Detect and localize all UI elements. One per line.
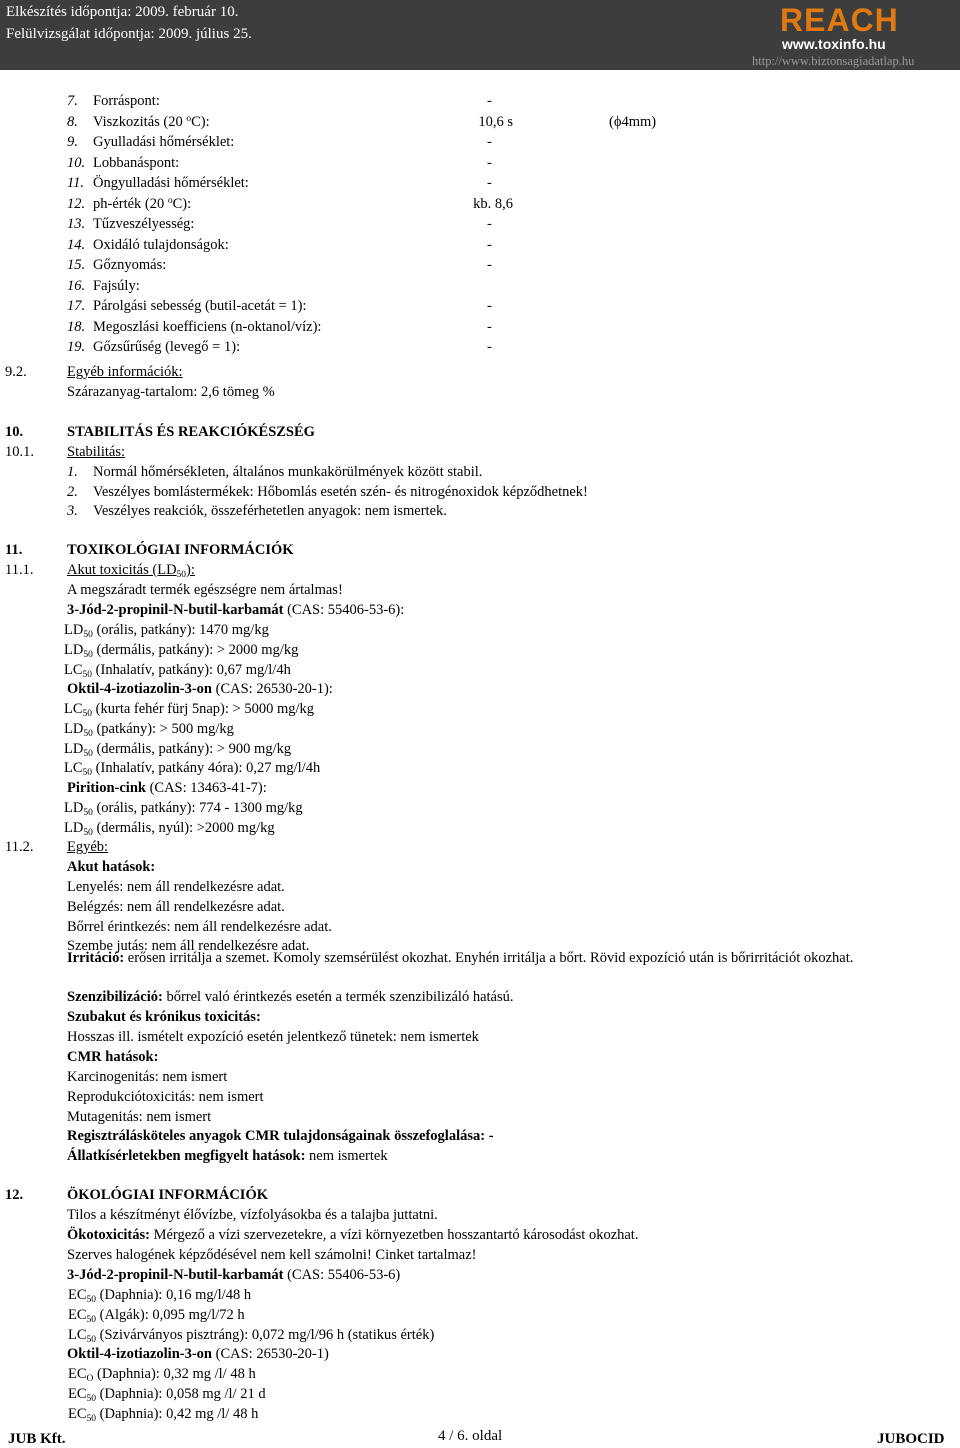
property-number: 7. <box>67 93 78 109</box>
compound-name: Pirition-cink (CAS: 13463-41-7): <box>67 780 267 796</box>
property-label: Oxidáló tulajdonságok: <box>93 236 229 253</box>
list-item: Normál hőmérsékleten, általános munkakörülmények között stabil. <box>93 464 483 480</box>
compound-name: Oktil-4-izotiazolin-3-on (CAS: 26530-20-1): <box>67 681 333 697</box>
cmr-item: Karcinogenitás: nem ismert <box>67 1069 228 1085</box>
property-number: 17. <box>67 298 86 314</box>
property-number: 11. <box>67 175 85 191</box>
acute-effect-item: Bőrrel érintkezés: nem áll rendelkezésre adat. <box>67 918 332 935</box>
property-number: 14. <box>67 236 86 253</box>
property-label: Tűzveszélyesség: <box>93 216 195 232</box>
property-number: 19. <box>67 339 86 355</box>
property-label: Megoszlási koefficiens (n-oktanol/víz): <box>93 318 322 335</box>
value-line: $LC_{50}$ (Inhalatív, patkány): 0,67 mg/l/4h <box>64 661 291 680</box>
cmr-title: CMR hatások: <box>67 1049 159 1065</box>
list-item: Veszélyes reakciók, összeférhetetlen anyagok: nem ismertek. <box>93 503 447 520</box>
property-label: Lobbanáspont: <box>93 154 180 171</box>
property-value: - <box>487 339 492 355</box>
section-number: 10. <box>5 424 24 440</box>
property-label: Párolgási sebesség (butil-acetát = 1): <box>93 298 307 314</box>
sensitization-text: Szenzibilizáció: bőrrel való érintkezés esetén a termék szenzibilizáló hatású. <box>67 989 514 1005</box>
logo-url: www.toxinfo.hu <box>782 36 886 52</box>
property-value: - <box>487 216 492 232</box>
irritation-text: Irritáció: erősen irritálja a szemet. Komoly szemsérülést okozhat. Enyhén irritálja a bőrt. Rövid expozíció után is bőrirritációt okozhat. <box>67 950 854 966</box>
property-value: - <box>487 318 492 335</box>
section-number: 11.1. <box>5 562 34 578</box>
section-title: Stabilitás: <box>67 444 125 460</box>
footer-product: JUBOCID <box>877 1431 945 1447</box>
property-number: 10. <box>67 154 86 171</box>
solid-content: Szárazanyag-tartalom: 2,6 tömeg % <box>67 384 275 400</box>
section-heading: STABILITÁS ÉS REAKCIÓKÉSZSÉG <box>67 424 315 440</box>
eco-text: Tilos a készítményt élővízbe, vízfolyásokba és a talajba juttatni. <box>67 1207 438 1223</box>
section-number: 10.1. <box>5 444 34 460</box>
compound-name: 3-Jód-2-propinil-N-butil-karbamát (CAS: 55406-53-6) <box>67 1267 401 1283</box>
property-value: - <box>487 257 492 273</box>
acute-effect-item: Lenyelés: nem áll rendelkezésre adat. <box>67 879 285 895</box>
section-title: Egyéb információk: <box>67 364 183 380</box>
page-header <box>0 0 960 70</box>
value-line: $LD_{50}$ (dermális, patkány): > 900 mg/kg <box>64 740 292 759</box>
section-heading: ÖKOLÓGIAI INFORMÁCIÓK <box>67 1187 268 1203</box>
chronic-title: Szubakut és krónikus toxicitás: <box>67 1009 261 1025</box>
site-link[interactable]: http://www.biztonsagiadatlap.hu <box>752 54 915 68</box>
property-label: Fajsúly: <box>93 277 140 294</box>
list-number: 3. <box>67 503 78 520</box>
property-number: 8. <box>67 113 78 130</box>
value-line: $LC_{50}$ (kurta fehér fürj 5nap): > 5000 mg/kg <box>64 701 315 719</box>
property-value: - <box>487 134 492 150</box>
property-number: 15. <box>67 257 86 273</box>
list-number: 2. <box>67 483 78 500</box>
cmr-summary: Regisztrálásköteles anyagok CMR tulajdonságainak összefoglalása: - <box>67 1128 494 1144</box>
value-line: $EC_{50}$ (Daphnia): 0,16 mg/l/48 h <box>68 1287 252 1305</box>
section-title: Akut toxicitás $(LD_{50})$: <box>67 562 195 580</box>
compound-name: Oktil-4-izotiazolin-3-on (CAS: 26530-20-1) <box>67 1346 329 1362</box>
section-number: 12. <box>5 1187 24 1203</box>
value-line: $LD_{50}$ (patkány): > 500 mg/kg <box>64 720 234 739</box>
acute-effect-item: Belégzés: nem áll rendelkezésre adat. <box>67 898 285 915</box>
property-number: 13. <box>67 216 86 232</box>
value-line: $EC_O$ (Daphnia): 0,32 mg /l/ 48 h <box>68 1366 256 1384</box>
ecotoxicity-text: Ökotoxicitás: Mérgező a vízi szervezetekre, a vízi környezetben hosszantartó károsodást okozhat. <box>67 1227 639 1243</box>
page-number: 4 / 6. oldal <box>438 1428 503 1444</box>
value-line: $EC_{50}$ (Daphnia): 0,42 mg /l/ 48 h <box>68 1405 259 1424</box>
value-line: $LD_{50}$ (dermális, nyúl): >2000 mg/kg <box>64 819 275 838</box>
section-title: Egyéb: <box>67 839 109 855</box>
property-label: Gyulladási hőmérséklet: <box>93 134 235 150</box>
value-line: $LD_{50}$ (dermális, patkány): > 2000 mg/kg <box>64 641 299 660</box>
property-label: Öngyulladási hőmérséklet: <box>93 175 249 191</box>
reach-logo <box>752 2 958 68</box>
section-number: 11.2. <box>5 839 34 855</box>
acute-toxicity-note: A megszáradt termék egészségre nem ártalmas! <box>67 582 343 598</box>
value-line: $LC_{50}$ (Inhalatív, patkány 4óra): 0,27 mg/l/4h <box>64 760 321 779</box>
footer-company: JUB Kft. <box>8 1431 66 1447</box>
acute-effect-item: Szembe jutás: nem áll rendelkezésre adat. <box>67 938 310 955</box>
eco-text: Szerves halogének képződésével nem kell számolni! Cinket tartalmaz! <box>67 1247 477 1263</box>
property-label: Gőzsűrűség (levegő = 1): <box>93 339 241 355</box>
list-item: Veszélyes bomlástermékek: Hőbomlás esetén szén- és nitrogénoxidok képződhetnek! <box>93 483 588 500</box>
logo-text: REACH <box>780 2 899 38</box>
property-number: 18. <box>67 318 86 335</box>
property-label: ph-érték (20 $^o$C): <box>93 195 192 212</box>
property-value: 10,6 s <box>478 113 513 130</box>
chronic-text: Hosszas ill. ismételt expozíció esetén jelentkező tünetek: nem ismertek <box>67 1029 479 1045</box>
property-number: 12. <box>67 195 86 212</box>
property-number: 9. <box>67 134 78 150</box>
property-label: Gőznyomás: <box>93 257 167 273</box>
cmr-item: Reprodukciótoxicitás: nem ismert <box>67 1088 264 1105</box>
cmr-item: Mutagenitás: nem ismert <box>67 1108 212 1125</box>
property-value: kb. 8,6 <box>473 195 513 212</box>
property-label: Forráspont: <box>93 93 160 109</box>
animal-effects: Állatkísérletekben megfigyelt hatások: nem ismertek <box>67 1148 388 1164</box>
value-line: $LD_{50}$ (orális, patkány): 774 - 1300 mg/kg <box>64 800 303 818</box>
revised-date: Felülvizsgálat időpontja: 2009. július 25. <box>6 26 252 42</box>
property-value: - <box>487 298 492 314</box>
value-line: $LD_{50}$ (orális, patkány): 1470 mg/kg <box>64 622 269 640</box>
prepared-date: Elkészítés időpontja: 2009. február 10. <box>6 4 239 20</box>
compound-name: 3-Jód-2-propinil-N-butil-karbamát (CAS: 55406-53-6): <box>67 602 405 618</box>
section-number: 11. <box>5 542 23 558</box>
property-value: - <box>487 93 492 109</box>
section-heading: TOXIKOLÓGIAI INFORMÁCIÓK <box>67 542 294 558</box>
property-label: Viszkozitás (20 $^o$C): <box>93 113 210 130</box>
property-number: 16. <box>67 277 86 294</box>
property-value: - <box>487 154 492 171</box>
value-line: $EC_{50}$ (Algák): 0,095 mg/l/72 h <box>68 1306 245 1325</box>
property-value: - <box>487 175 492 191</box>
list-number: 1. <box>67 464 78 480</box>
section-number: 9.2. <box>5 364 27 380</box>
value-line: $EC_{50}$ (Daphnia): 0,058 mg /l/ 21 d <box>68 1385 266 1404</box>
acute-effects-title: Akut hatások: <box>67 859 156 875</box>
value-line: $LC_{50}$ (Szivárványos pisztráng): 0,072 mg/l/96 h (statikus érték) <box>68 1326 435 1345</box>
property-value: - <box>487 236 492 253</box>
property-note: (ϕ4mm) <box>609 113 657 130</box>
